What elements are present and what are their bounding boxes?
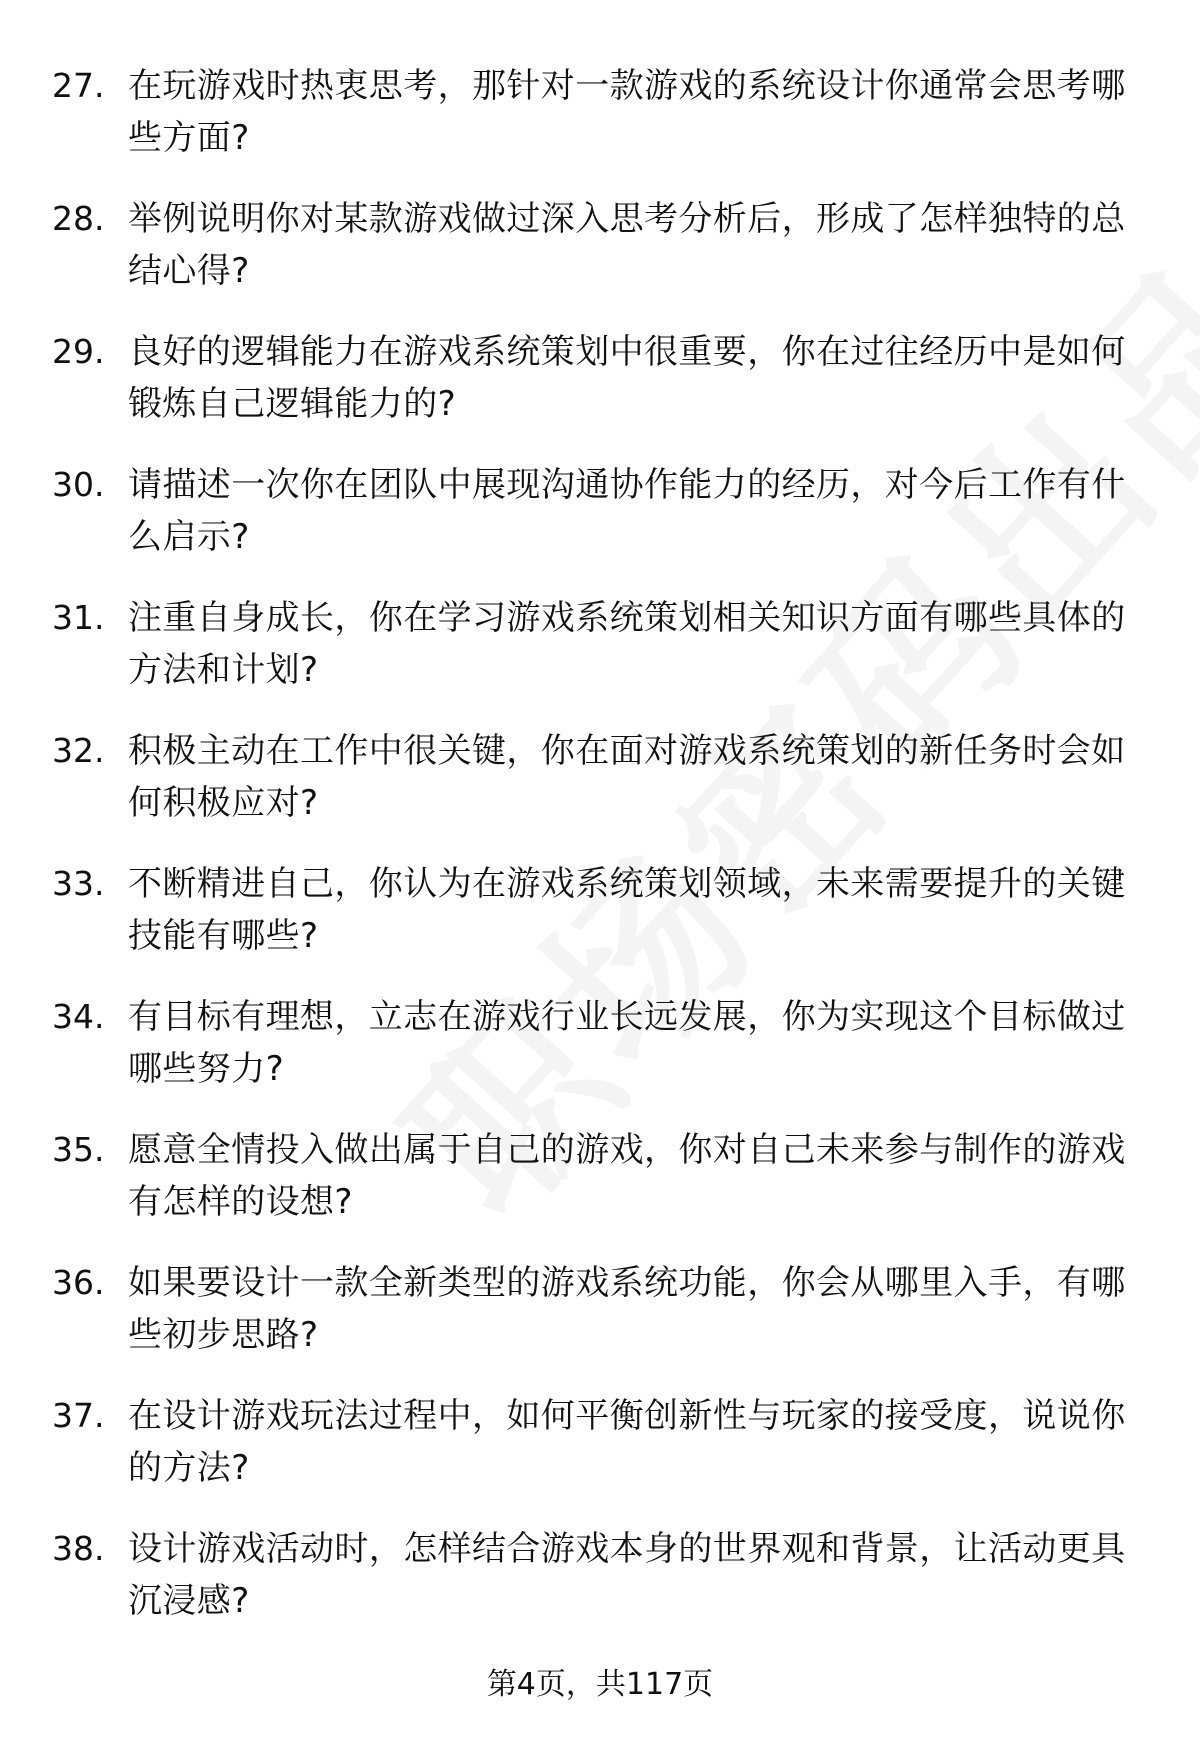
question-number: 29.	[52, 332, 105, 371]
question-number: 33.	[52, 864, 105, 903]
question-number: 36.	[52, 1263, 105, 1302]
page-footer: 第4页，共117页	[486, 1667, 714, 1702]
question-text: 积极主动在工作中很关键，你在面对游戏系统策划的新任务时会如何积极应对?	[128, 731, 1126, 823]
question-text: 有目标有理想，立志在游戏行业长远发展，你为实现这个目标做过哪些努力?	[128, 997, 1126, 1089]
question-number: 34.	[52, 997, 105, 1036]
question-text: 注重自身成长，你在学习游戏系统策划相关知识方面有哪些具体的方法和计划?	[128, 598, 1126, 690]
question-number: 28.	[52, 199, 105, 238]
question-text: 在玩游戏时热衷思考，那针对一款游戏的系统设计你通常会思考哪些方面?	[128, 66, 1126, 158]
question-number: 27.	[52, 66, 105, 105]
question-item	[0, 725, 1200, 858]
question-text: 良好的逻辑能力在游戏系统策划中很重要，你在过往经历中是如何锻炼自己逻辑能力的?	[128, 332, 1126, 424]
question-text: 在设计游戏玩法过程中，如何平衡创新性与玩家的接受度，说说你的方法?	[128, 1396, 1126, 1488]
question-item	[0, 326, 1200, 459]
question-text: 设计游戏活动时，怎样结合游戏本身的世界观和背景，让活动更具沉浸感?	[128, 1529, 1126, 1621]
question-text: 请描述一次你在团队中展现沟通协作能力的经历，对今后工作有什么启示?	[128, 465, 1126, 557]
question-number: 32.	[52, 731, 105, 770]
question-item	[0, 991, 1200, 1124]
question-item	[0, 1124, 1200, 1257]
question-item	[0, 459, 1200, 592]
question-item	[0, 60, 1200, 193]
question-text: 如果要设计一款全新类型的游戏系统功能，你会从哪里入手，有哪些初步思路?	[128, 1263, 1126, 1355]
question-item	[0, 858, 1200, 991]
question-number: 31.	[52, 598, 105, 637]
question-number: 35.	[52, 1130, 105, 1169]
question-number: 30.	[52, 465, 105, 504]
question-text: 举例说明你对某款游戏做过深入思考分析后，形成了怎样独特的总结心得?	[128, 199, 1126, 291]
question-list	[0, 60, 1200, 1656]
question-text: 愿意全情投入做出属于自己的游戏，你对自己未来参与制作的游戏有怎样的设想?	[128, 1130, 1126, 1222]
question-number: 37.	[52, 1396, 105, 1435]
question-item	[0, 193, 1200, 326]
question-item	[0, 1390, 1200, 1523]
question-text: 不断精进自己，你认为在游戏系统策划领域，未来需要提升的关键技能有哪些?	[128, 864, 1126, 956]
question-item	[0, 1257, 1200, 1390]
question-item	[0, 592, 1200, 725]
question-item	[0, 1523, 1200, 1656]
question-number: 38.	[52, 1529, 105, 1568]
